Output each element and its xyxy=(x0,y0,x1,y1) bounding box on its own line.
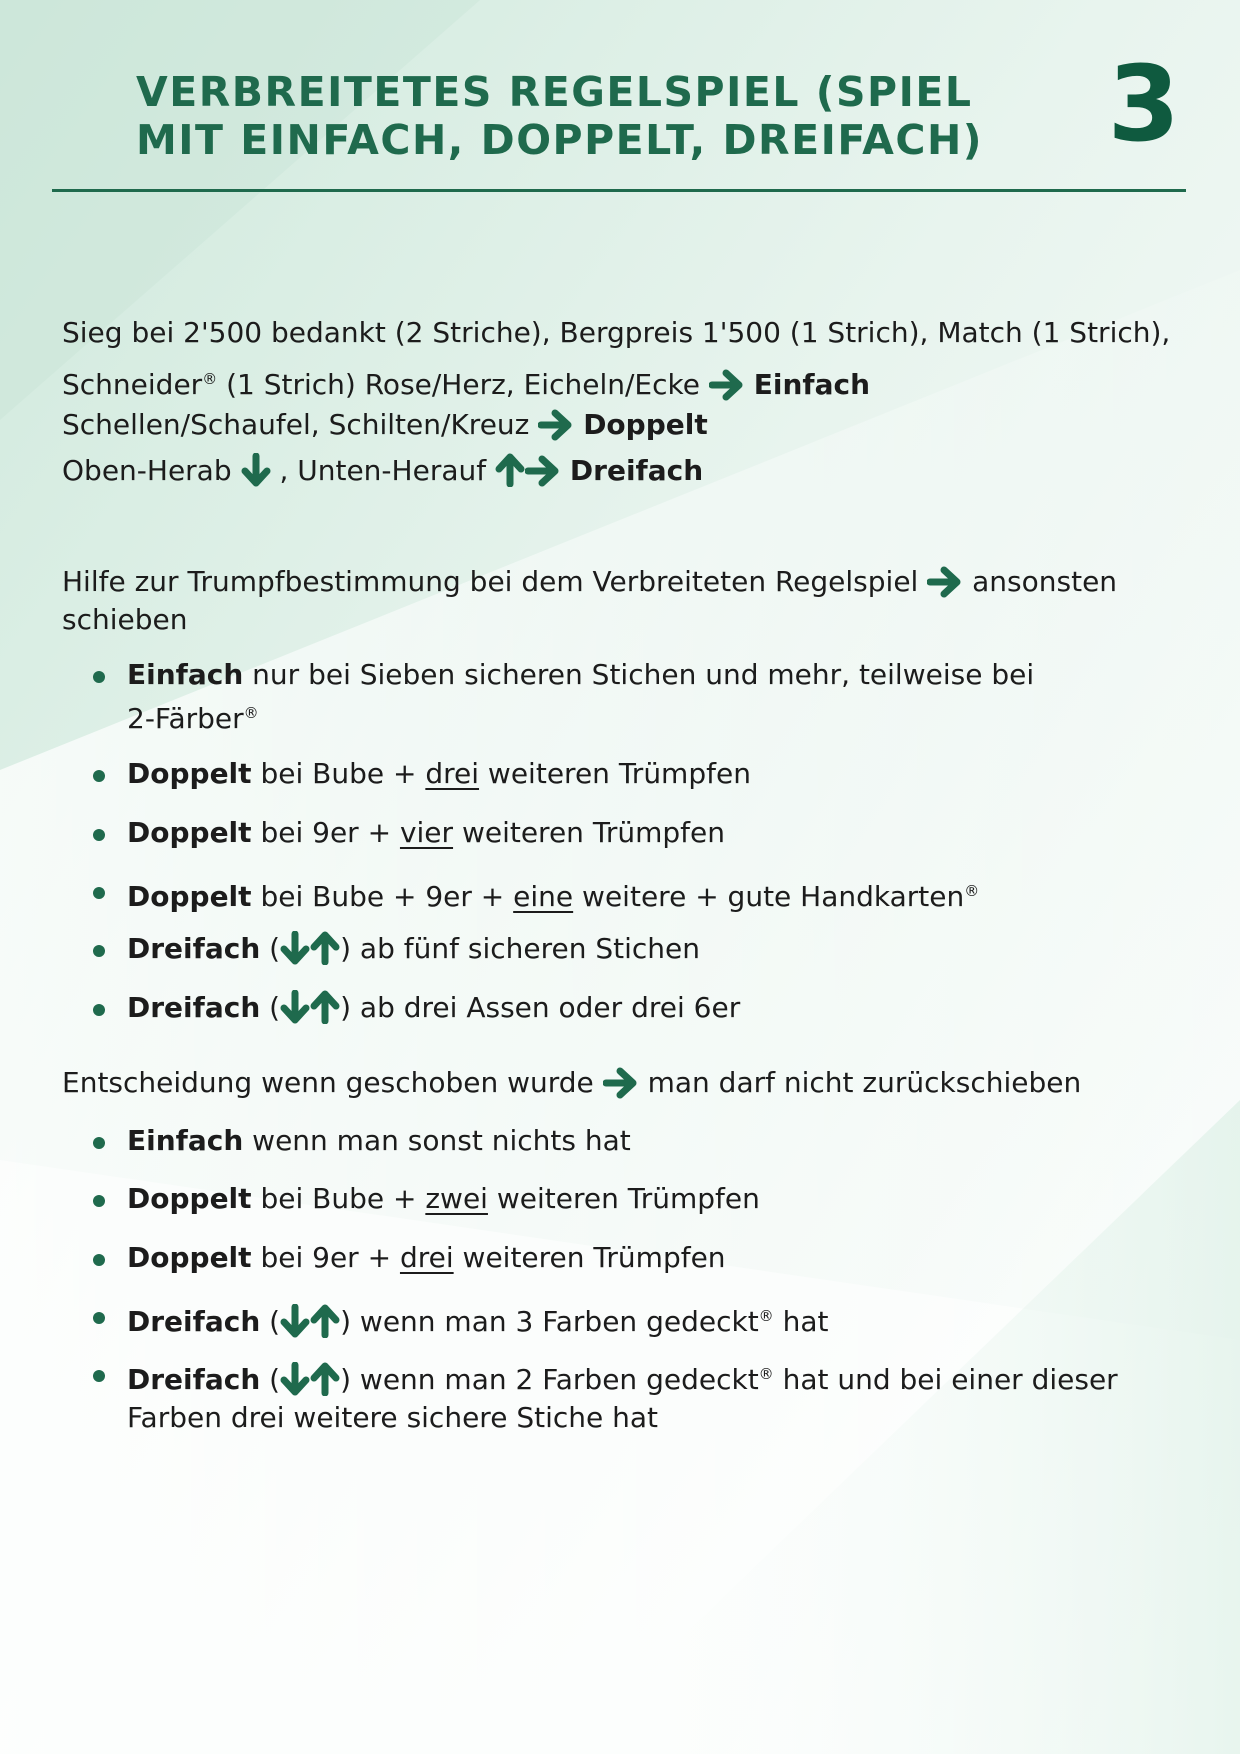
item-bold-label: Doppelt xyxy=(127,880,252,913)
arrow-right-icon xyxy=(709,369,745,401)
list-item xyxy=(90,1122,631,1160)
arrow-up-icon xyxy=(310,1304,340,1338)
arrow-up-icon xyxy=(310,1362,340,1396)
item-text-post: ab drei Assen oder drei 6er xyxy=(351,991,741,1024)
paren-open: ( xyxy=(260,991,281,1024)
list-item xyxy=(90,755,751,793)
intro-line-1 xyxy=(62,310,1171,356)
item-bold-label: Dreifach xyxy=(127,1305,261,1338)
item-text-post: weitere + gute Handkarten xyxy=(573,880,965,913)
item-text: bei 9er + xyxy=(251,1241,400,1274)
item-bold-label: Dreifach xyxy=(127,991,261,1024)
arrow-up-icon xyxy=(310,990,340,1024)
item-bold-label: Doppelt xyxy=(127,816,252,849)
item-bold-label: Doppelt xyxy=(127,757,252,790)
list-item xyxy=(90,989,740,1027)
arrow-up-icon xyxy=(310,931,340,965)
list-item xyxy=(90,1180,760,1218)
item-text-post: hat und bei einer dieser xyxy=(773,1363,1118,1396)
intro-line-4 xyxy=(62,448,1132,494)
registered-mark: ® xyxy=(243,704,259,722)
paren-open: ( xyxy=(260,932,281,965)
intro-line-2 xyxy=(62,356,1132,402)
item-text: bei Bube + 9er + xyxy=(251,880,514,913)
intro-line-2-post: (1 Strich) Rose/Herz, Eicheln/Ecke xyxy=(217,368,700,401)
item-bold-label: Doppelt xyxy=(127,1241,252,1274)
registered-mark: ® xyxy=(202,370,218,388)
list-item xyxy=(90,930,700,968)
arrow-down-icon xyxy=(280,1304,310,1338)
paren-open: ( xyxy=(260,1305,281,1338)
arrow-down-icon xyxy=(280,990,310,1024)
list-item xyxy=(90,1239,726,1277)
oben-herab-label: Oben-Herab xyxy=(62,454,232,487)
section1-heading-text: Hilfe zur Trumpfbestimmung bei dem Verbreiteten Regelspiel xyxy=(62,565,919,598)
list-item xyxy=(90,1297,828,1341)
item-text: wenn man sonst nichts hat xyxy=(243,1124,631,1157)
section2-heading-text: Entscheidung wenn geschoben wurde xyxy=(62,1066,594,1099)
item-bold-label: Einfach xyxy=(127,1124,244,1157)
item-bold-label: Dreifach xyxy=(127,932,261,965)
registered-mark: ® xyxy=(758,1365,774,1383)
result-dreifach: Dreifach xyxy=(569,454,704,487)
item-text-post: weiteren Trümpfen xyxy=(453,1241,726,1274)
result-doppelt: Doppelt xyxy=(583,408,708,441)
item-text-post: weiteren Trümpfen xyxy=(453,816,725,849)
section1-heading xyxy=(62,563,1132,639)
arrow-down-icon xyxy=(280,931,310,965)
item-text: bei Bube + xyxy=(251,1182,426,1215)
item-underlined-count: drei xyxy=(399,1241,454,1274)
list-item xyxy=(90,1355,1118,1437)
item-text-post: weiteren Trümpfen xyxy=(479,757,751,790)
item-bold-label: Doppelt xyxy=(127,1182,252,1215)
item-text-cont: Farben drei weitere sichere Stiche hat xyxy=(127,1401,659,1434)
intro-line-3 xyxy=(62,402,1132,448)
list-item xyxy=(90,656,1034,738)
unten-herauf-label: , Unten-Herauf xyxy=(279,454,487,487)
item-bold-label: Dreifach xyxy=(127,1363,261,1396)
list-item xyxy=(90,872,979,916)
arrow-right-icon xyxy=(927,566,963,598)
intro-block xyxy=(62,310,1171,494)
item-text-post: weiteren Trümpfen xyxy=(487,1182,760,1215)
paren-close: ) xyxy=(340,991,352,1024)
page-title: VERBREITETES REGELSPIEL (SPIEL MIT EINFACH, DOPPELT, DREIFACH) xyxy=(136,68,984,164)
paren-close: ) xyxy=(340,1363,352,1396)
arrow-up-icon xyxy=(495,453,525,487)
item-underlined-count: vier xyxy=(399,816,454,849)
arrow-down-icon xyxy=(241,453,271,487)
arrow-right-icon xyxy=(603,1067,639,1099)
section1-heading-cont: schieben xyxy=(62,603,188,636)
result-einfach: Einfach xyxy=(753,368,871,401)
item-underlined-count: zwei xyxy=(425,1182,488,1215)
section2-heading-post: man darf nicht zurückschieben xyxy=(647,1066,1082,1099)
list-item xyxy=(90,814,725,852)
item-text-post: hat xyxy=(773,1305,829,1338)
section1-heading-post: ansonsten xyxy=(972,565,1118,598)
item-underlined-count: drei xyxy=(425,757,480,790)
paren-open: ( xyxy=(260,1363,281,1396)
item-text-cont: 2-Färber xyxy=(127,702,244,735)
arrow-right-icon xyxy=(525,455,561,487)
item-text: wenn man 2 Farben gedeckt xyxy=(351,1363,759,1396)
chapter-number: 3 xyxy=(1107,43,1180,165)
title-divider xyxy=(52,189,1186,192)
registered-mark: ® xyxy=(964,882,980,900)
item-text: bei Bube + xyxy=(251,757,426,790)
arrow-down-icon xyxy=(280,1362,310,1396)
intro-line-2-pre: Schneider xyxy=(62,368,203,401)
registered-mark: ® xyxy=(758,1307,774,1325)
paren-close: ) xyxy=(340,932,352,965)
item-text: nur bei Sieben sicheren Stichen und mehr, teilweise bei xyxy=(243,658,1035,691)
section2-heading xyxy=(62,1064,1132,1102)
item-bold-label: Einfach xyxy=(127,658,244,691)
item-text: wenn man 3 Farben gedeckt xyxy=(351,1305,759,1338)
arrow-right-icon xyxy=(538,409,574,441)
intro-line-1-text: Sieg bei 2'500 bedankt (2 Striche), Bergpreis 1'500 (1 Strich), Match (1 Strich), xyxy=(62,316,1171,349)
item-text-post: ab fünf sicheren Stichen xyxy=(351,932,701,965)
paren-close: ) xyxy=(340,1305,352,1338)
item-underlined-count: eine xyxy=(513,880,574,913)
item-text: bei 9er + xyxy=(251,816,400,849)
intro-line-3-text: Schellen/Schaufel, Schilten/Kreuz xyxy=(62,408,530,441)
